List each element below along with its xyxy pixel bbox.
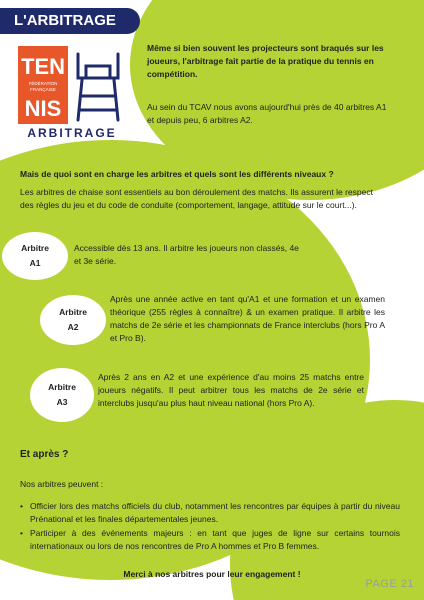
logo-text-nis: NIS [24,96,62,121]
section-description: Les arbitres de chaise sont essentiels au bon déroulement des matchs. Ils assurent le respect des règles du jeu et du code de conduite (comportement, langage, attitude sur le court...). [20,187,373,210]
level-a3-text: Après 2 ans en A2 et une expérience d'au moins 25 matchs entre joueurs négatifs. Il peut arbitrer tous les matchs de 2e série et interclubs jusqu'au plus haut niveau national (hors Pro A). [98,372,364,408]
logo-wordmark: ARBITRAGE [27,126,117,140]
page-title: L'ARBITRAGE [0,8,140,34]
page-number: PAGE 21 [365,578,414,590]
badge-a2: Arbitre A2 [40,295,106,345]
list-item: • Participer à des événements majeurs : en tant que juges de ligne sur certains tournois internationaux ou lors de nos rencontres de Pro A hommes et Pro B femmes. [20,527,400,553]
list-item: • Officier lors des matchs officiels du club, notamment les rencontres par équipes à partir du niveau Prénational et les finales départementales jeunes. [20,500,400,526]
intro-bold: Même si bien souvent les projecteurs sont braqués sur les joueurs, l'arbitrage fait partie de la pratique du tennis en compétition. [147,43,384,79]
section-question: Mais de quoi sont en charge les arbitres et quels sont les différents niveaux ? [20,169,334,179]
after-lead: Nos arbitres peuvent : [20,479,104,489]
badge-a3: Arbitre A3 [30,368,94,422]
thanks-text: Merci à nos arbitres pour leur engagement ! [123,569,301,579]
tennis-arbitrage-logo [16,44,128,140]
logo-caption-1: FÉDÉRATION [28,81,58,86]
after-heading: Et après ? [20,449,69,460]
after-bullets [20,500,400,554]
badge-a1: Arbitre A1 [2,232,68,280]
level-a1-text: Accessible dès 13 ans. Il arbitre les joueurs non classés, 4e et 3e série. [74,243,299,266]
logo-text-ten: TEN [21,54,65,79]
level-a2-text: Après une année active en tant qu'A1 et une formation et un examen théorique (255 règles à connaître) & un examen pratique. Il arbitre les matchs de 2e série et les championnats de France interclubs (hors Pro A et Pro B). [110,294,385,343]
logo-caption-2: FRANÇAISE [30,87,56,92]
intro-text: Au sein du TCAV nous avons aujourd'hui près de 40 arbitres A1 et depuis peu, 6 arbitres A2. [147,102,387,125]
